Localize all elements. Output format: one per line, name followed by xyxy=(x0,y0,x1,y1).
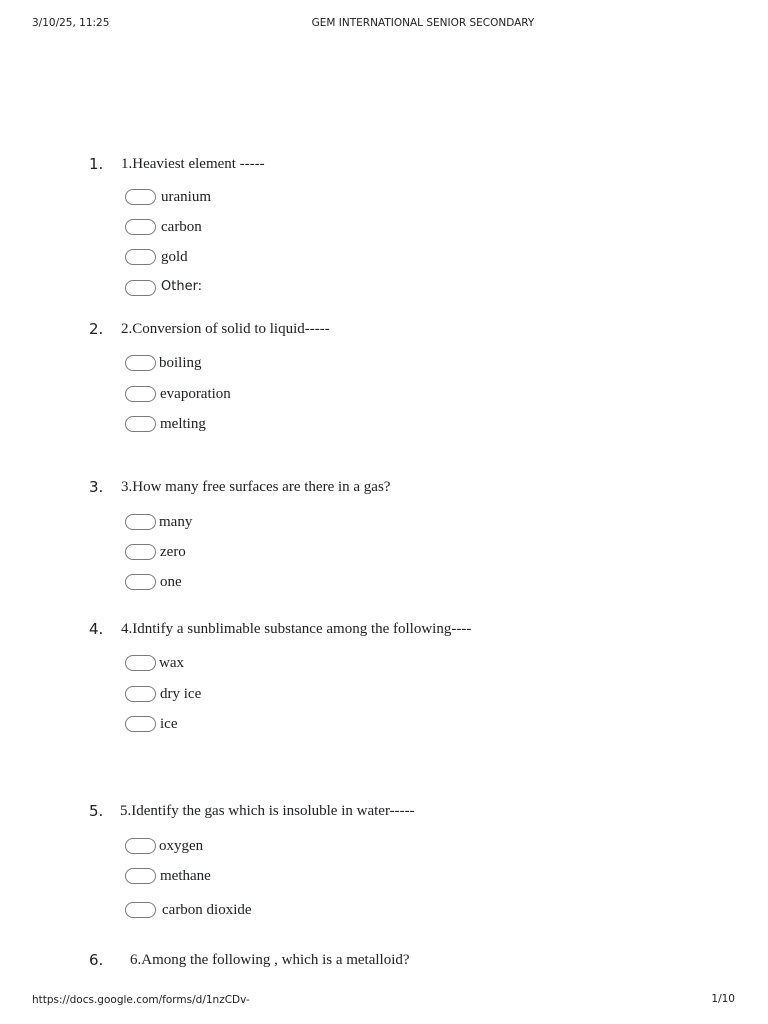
option-label: evaporation xyxy=(160,386,231,402)
question-number: 2. xyxy=(89,320,104,338)
option-label: methane xyxy=(160,868,211,884)
option-label: uranium xyxy=(161,189,211,205)
question-number: 1. xyxy=(89,155,104,173)
radio-button[interactable] xyxy=(125,416,156,432)
page-number: 1/10 xyxy=(711,993,735,1005)
radio-button[interactable] xyxy=(125,514,156,530)
option-label: Other: xyxy=(161,279,203,294)
radio-button[interactable] xyxy=(125,249,156,265)
question-number: 5. xyxy=(89,802,104,820)
radio-button[interactable] xyxy=(125,189,156,205)
footer-url[interactable]: https://docs.google.com/forms/d/1nzCDv- xyxy=(32,994,250,1006)
radio-button[interactable] xyxy=(125,838,156,854)
option-label: ice xyxy=(160,716,178,732)
radio-button[interactable] xyxy=(125,868,156,884)
question-text: 5.Identify the gas which is insoluble in water----- xyxy=(120,803,415,819)
question-text: 6.Among the following , which is a metalloid? xyxy=(130,952,410,968)
radio-button[interactable] xyxy=(125,574,156,590)
option-label: wax xyxy=(159,655,184,671)
question-number: 3. xyxy=(89,478,104,496)
radio-button[interactable] xyxy=(125,355,156,371)
option-label: oxygen xyxy=(159,838,204,854)
radio-button[interactable] xyxy=(125,686,156,702)
radio-button[interactable] xyxy=(125,280,156,296)
page-title: GEM INTERNATIONAL SENIOR SECONDARY xyxy=(311,17,535,29)
option-label: many xyxy=(159,514,193,530)
radio-button[interactable] xyxy=(125,386,156,402)
question-text: 1.Heaviest element ----- xyxy=(121,156,265,172)
option-label: boiling xyxy=(159,355,202,371)
option-label: dry ice xyxy=(160,686,202,702)
option-label: one xyxy=(160,574,182,590)
question-text: 4.Idntify a sunblimable substance among the following---- xyxy=(121,621,472,637)
question-number: 4. xyxy=(89,620,104,638)
option-label: gold xyxy=(161,249,188,265)
option-label: carbon dioxide xyxy=(162,902,252,918)
question-text: 3.How many free surfaces are there in a gas? xyxy=(121,479,391,495)
print-datetime: 3/10/25, 11:25 xyxy=(32,17,110,29)
option-label: melting xyxy=(160,416,206,432)
radio-button[interactable] xyxy=(125,655,156,671)
option-label: carbon xyxy=(161,219,202,235)
question-number: 6. xyxy=(89,951,104,969)
radio-button[interactable] xyxy=(125,219,156,235)
radio-button[interactable] xyxy=(125,544,156,560)
question-text: 2.Conversion of solid to liquid----- xyxy=(121,321,330,337)
radio-button[interactable] xyxy=(125,902,156,918)
option-label: zero xyxy=(160,544,186,560)
radio-button[interactable] xyxy=(125,716,156,732)
